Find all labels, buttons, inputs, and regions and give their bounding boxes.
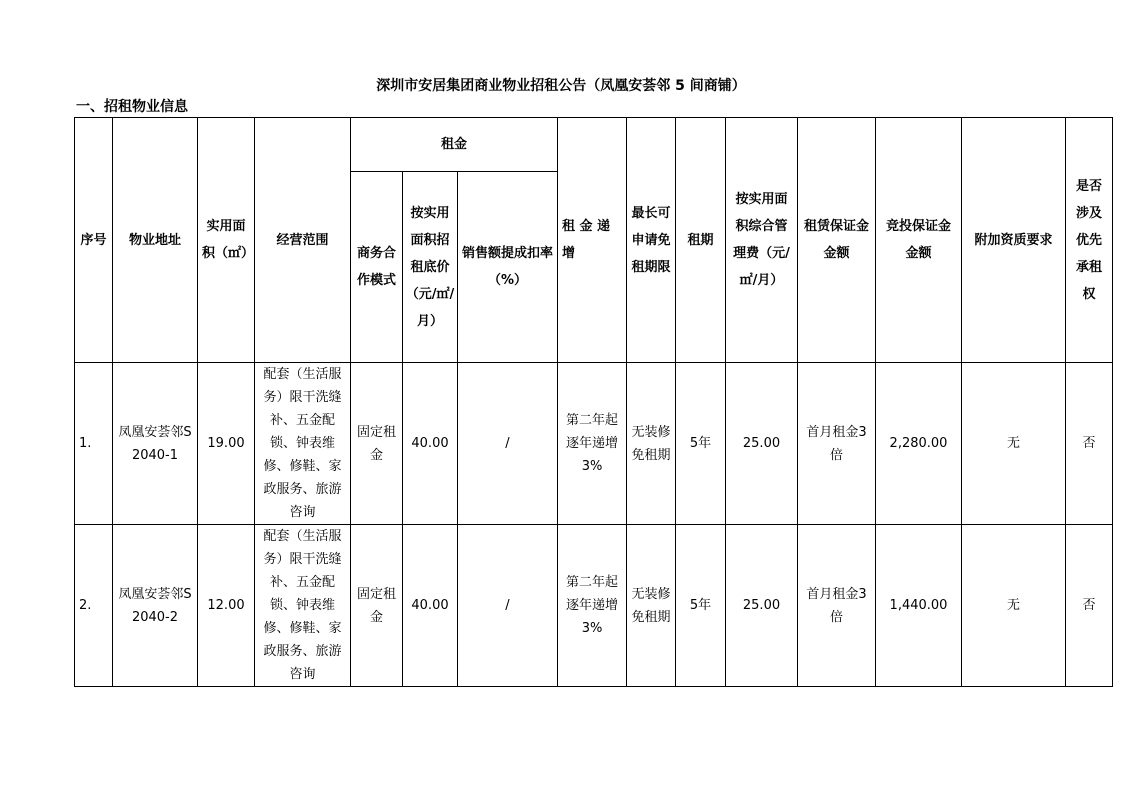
header-coop-mode: 商务合作模式: [351, 172, 403, 363]
header-free-period: 最长可申请免租期限: [627, 118, 676, 363]
cell-sales-rate: /: [458, 525, 558, 687]
cell-term: 5年: [676, 363, 726, 525]
cell-deposit: 首月租金3倍: [798, 363, 876, 525]
property-table: [74, 117, 1113, 687]
header-seq: 序号: [75, 118, 113, 363]
document-title: 深圳市安居集团商业物业招租公告（凤凰安荟邻 5 间商铺）: [376, 78, 746, 94]
cell-priority: 否: [1066, 363, 1113, 525]
section-heading: 一、招租物业信息: [76, 99, 188, 115]
header-sales-rate: 销售额提成扣率（%）: [458, 172, 558, 363]
cell-sales-rate: /: [458, 363, 558, 525]
cell-scope: 配套（生活服务）限干洗缝补、五金配锁、钟表维修、修鞋、家政服务、旅游咨询: [255, 363, 351, 525]
cell-seq: 1.: [75, 363, 113, 525]
header-priority: 是否涉及优先承租权: [1066, 118, 1113, 363]
header-increase: 租 金 递 增: [558, 118, 627, 363]
header-mgmt-fee: 按实用面积综合管理费（元/㎡/月）: [726, 118, 798, 363]
cell-area: 12.00: [198, 525, 255, 687]
cell-term: 5年: [676, 525, 726, 687]
header-term: 租期: [676, 118, 726, 363]
header-rent-group: 租金: [351, 118, 558, 172]
cell-base-price: 40.00: [403, 525, 458, 687]
cell-coop-mode: 固定租金: [351, 525, 403, 687]
cell-address: 凤凰安荟邻S2040-2: [113, 525, 198, 687]
cell-deposit: 首月租金3倍: [798, 525, 876, 687]
cell-increase: 第二年起逐年递增3%: [558, 363, 627, 525]
header-area: 实用面积（㎡）: [198, 118, 255, 363]
header-scope: 经营范围: [255, 118, 351, 363]
header-address: 物业地址: [113, 118, 198, 363]
header-extra-req: 附加资质要求: [962, 118, 1066, 363]
cell-extra-req: 无: [962, 363, 1066, 525]
header-deposit: 租赁保证金金额: [798, 118, 876, 363]
header-row-1: [75, 118, 1113, 172]
cell-mgmt-fee: 25.00: [726, 363, 798, 525]
cell-coop-mode: 固定租金: [351, 363, 403, 525]
cell-bid-deposit: 1,440.00: [876, 525, 962, 687]
header-base-price: 按实用面积招租底价（元/㎡/月）: [403, 172, 458, 363]
cell-address: 凤凰安荟邻S2040-1: [113, 363, 198, 525]
cell-increase: 第二年起逐年递增3%: [558, 525, 627, 687]
cell-bid-deposit: 2,280.00: [876, 363, 962, 525]
cell-seq: 2.: [75, 525, 113, 687]
header-bid-deposit: 竞投保证金金额: [876, 118, 962, 363]
cell-free-period: 无装修免租期: [627, 363, 676, 525]
cell-scope: 配套（生活服务）限干洗缝补、五金配锁、钟表维修、修鞋、家政服务、旅游咨询: [255, 525, 351, 687]
table-row: [75, 525, 1113, 687]
cell-priority: 否: [1066, 525, 1113, 687]
table-row: [75, 363, 1113, 525]
cell-free-period: 无装修免租期: [627, 525, 676, 687]
cell-mgmt-fee: 25.00: [726, 525, 798, 687]
cell-base-price: 40.00: [403, 363, 458, 525]
cell-extra-req: 无: [962, 525, 1066, 687]
cell-area: 19.00: [198, 363, 255, 525]
